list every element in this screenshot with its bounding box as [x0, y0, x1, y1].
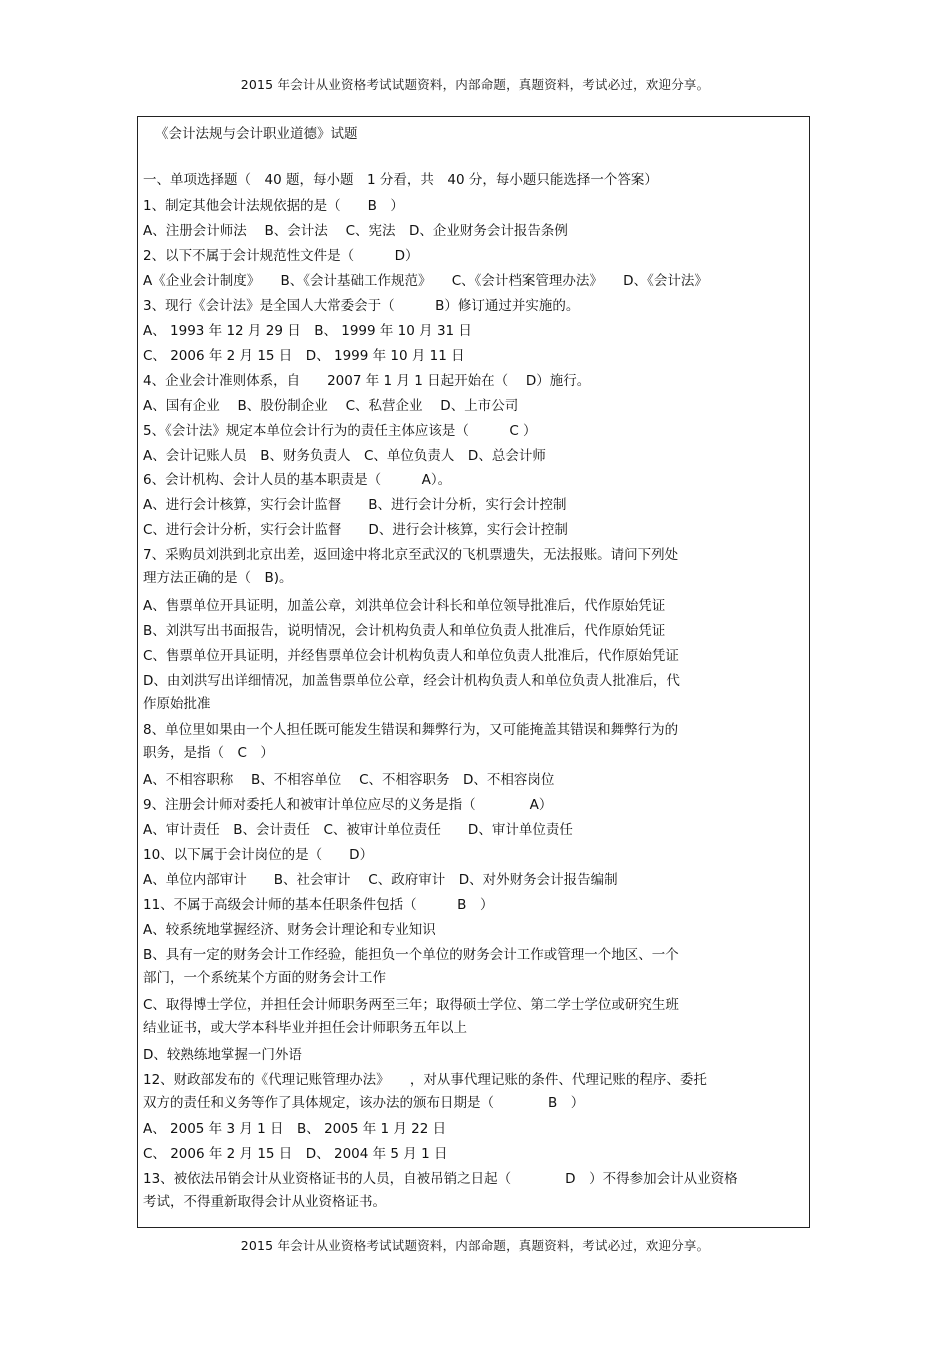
- text-line: A、进行会计核算，实行会计监督 B、进行会计分析，实行会计控制: [143, 497, 567, 513]
- text-line: 8、单位里如果由一个人担任既可能发生错误和舞弊行为，又可能掩盖其错误和舞弊行为的: [143, 722, 679, 738]
- text-line: 部门，一个系统某个方面的财务会计工作: [143, 970, 386, 986]
- text-line: A《企业会计制度》 B、《会计基础工作规范》 C、《会计档案管理办法》 D、《会计法》: [143, 273, 708, 289]
- text-line: B、具有一定的财务会计工作经验，能担负一个单位的财务会计工作或管理一个地区、一个: [143, 947, 679, 963]
- text-line: 5、《会计法》规定本单位会计行为的责任主体应该是（ C ）: [143, 423, 537, 439]
- text-line: 4、企业会计准则体系，自 2007 年 1 月 1 日起开始在（ D）施行。: [143, 373, 591, 389]
- text-line: A、会计记账人员 B、财务负责人 C、单位负责人 D、总会计师: [143, 448, 546, 464]
- text-line: 12、财政部发布的《代理记账管理办法》 ，对从事代理记账的条件、代理记账的程序、委托: [143, 1072, 707, 1088]
- text-line: 9、注册会计师对委托人和被审计单位应尽的义务是指（ A）: [143, 797, 553, 813]
- text-line: 考试，不得重新取得会计从业资格证书。: [143, 1194, 386, 1210]
- text-line: A、审计责任 B、会计责任 C、被审计单位责任 D、审计单位责任: [143, 822, 573, 838]
- text-line: A、较系统地掌握经济、财务会计理论和专业知识: [143, 922, 436, 938]
- text-line: A、国有企业 B、股份制企业 C、私营企业 D、上市公司: [143, 398, 519, 414]
- text-line: A、不相容职称 B、不相容单位 C、不相容职务 D、不相容岗位: [143, 772, 555, 788]
- text-line: A、售票单位开具证明，加盖公章，刘洪单位会计科长和单位领导批准后，代作原始凭证: [143, 598, 666, 614]
- text-line: C、取得博士学位，并担任会计师职务两至三年；取得硕士学位、第二学士学位或研究生班: [143, 997, 679, 1013]
- footer-banner: 2015 年会计从业资格考试试题资料，内部命题，真题资料，考试必过，欢迎分享。: [240, 1238, 710, 1253]
- text-line: 1、制定其他会计法规依据的是（ B ）: [143, 198, 404, 214]
- document-title: 《会计法规与会计职业道德》试题: [155, 126, 358, 142]
- text-line: 7、采购员刘洪到北京出差，返回途中将北京至武汉的飞机票遗失，无法报账。请问下列处: [143, 547, 679, 563]
- text-line: C、 2006 年 2 月 15 日 D、 1999 年 10 月 11 日: [143, 348, 465, 364]
- text-line: A、单位内部审计 B、社会审计 C、政府审计 D、对外财务会计报告编制: [143, 872, 618, 888]
- text-line: 6、会计机构、会计人员的基本职责是（ A）。: [143, 472, 452, 488]
- header-banner: 2015 年会计从业资格考试试题资料，内部命题，真题资料，考试必过，欢迎分享。: [240, 77, 710, 92]
- text-line: 11、不属于高级会计师的基本任职条件包括（ B ）: [143, 897, 494, 913]
- text-line: C、 2006 年 2 月 15 日 D、 2004 年 5 月 1 日: [143, 1146, 448, 1162]
- text-line: A、 1993 年 12 月 29 日 B、 1999 年 10 月 31 日: [143, 323, 472, 339]
- text-line: 作原始批准: [143, 696, 211, 712]
- text-line: 结业证书，或大学本科毕业并担任会计师职务五年以上: [143, 1020, 467, 1036]
- text-line: C、进行会计分析，实行会计监督 D、进行会计核算，实行会计控制: [143, 522, 568, 538]
- text-line: 3、现行《会计法》是全国人大常委会于（ B）修订通过并实施的。: [143, 298, 580, 314]
- text-line: B、刘洪写出书面报告，说明情况，会计机构负责人和单位负责人批准后，代作原始凭证: [143, 623, 666, 639]
- text-line: C、售票单位开具证明，并经售票单位会计机构负责人和单位负责人批准后，代作原始凭证: [143, 648, 679, 664]
- text-line: D、由刘洪写出详细情况，加盖售票单位公章，经会计机构负责人和单位负责人批准后，代: [143, 673, 680, 689]
- text-line: 双方的责任和义务等作了具体规定，该办法的颁布日期是（ B ）: [143, 1095, 585, 1111]
- text-line: D、较熟练地掌握一门外语: [143, 1047, 302, 1063]
- text-line: 职务，是指（ C ）: [143, 745, 274, 761]
- text-line: 理方法正确的是（ B)。: [143, 570, 293, 586]
- text-line: 2、以下不属于会计规范性文件是（ D）: [143, 248, 419, 264]
- section-heading: 一、单项选择题（ 40 题，每小题 1 分看，共 40 分，每小题只能选择一个答案）: [143, 172, 658, 188]
- text-line: 10、以下属于会计岗位的是（ D）: [143, 847, 374, 863]
- text-line: A、注册会计师法 B、会计法 C、宪法 D、企业财务会计报告条例: [143, 223, 568, 239]
- text-line: 13、被依法吊销会计从业资格证书的人员，自被吊销之日起（ D ）不得参加会计从业资格: [143, 1171, 738, 1187]
- text-line: A、 2005 年 3 月 1 日 B、 2005 年 1 月 22 日: [143, 1121, 447, 1137]
